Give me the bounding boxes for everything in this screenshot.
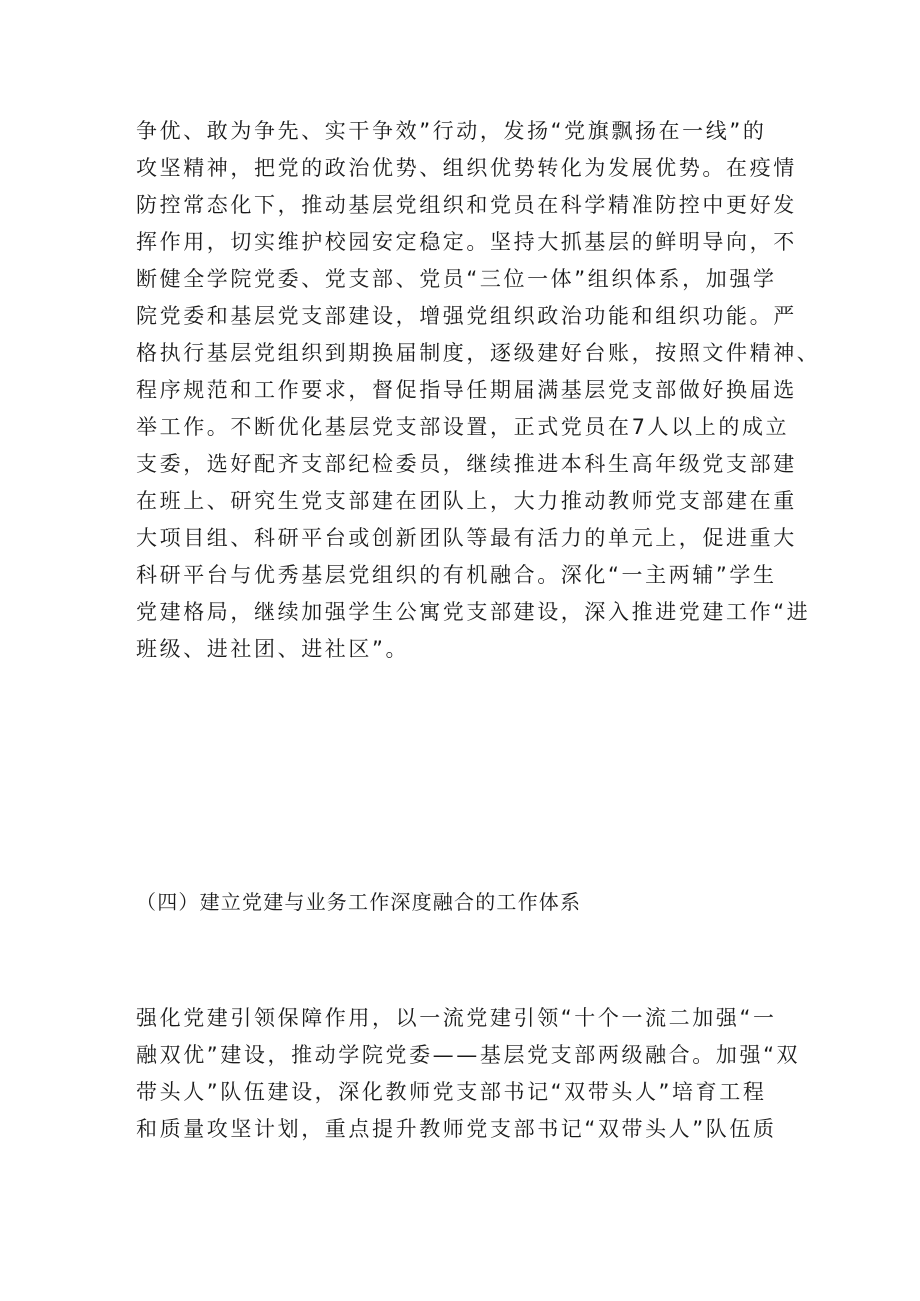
body-paragraph-1: [136, 113, 821, 668]
text-line: 强化党建引领保障作用，以一流党建引领“十个一流二加强“一: [136, 1006, 777, 1030]
text-line: 院党委和基层党支部建设，增强党组织政治功能和组织功能。严: [136, 304, 797, 328]
body-paragraph-2: [136, 1000, 801, 1148]
text-line: 支委，选好配齐支部纪检委员，继续推进本科生高年级党支部建: [136, 452, 797, 476]
text-line: 断健全学院党委、党支部、党员“三位一体”组织体系，加强学: [136, 267, 777, 291]
text-line: 举工作。不断优化基层党支部设置，正式党员在7人以上的成立: [136, 415, 790, 439]
text-line: 和质量攻坚计划，重点提升教师党支部书记“双带头人”队伍质: [136, 1117, 777, 1141]
text-line: 科研平台与优秀基层党组织的有机融合。深化“一主两辅”学生: [136, 563, 777, 587]
text-line: 大项目组、科研平台或创新团队等最有活力的单元上，促进重大: [136, 526, 797, 550]
text-line: 在班上、研究生党支部建在团队上，大力推动教师党支部建在重: [136, 489, 797, 513]
text-line: 挥作用，切实维护校园安定稳定。坚持大抓基层的鲜明导向，不: [136, 230, 797, 254]
text-line: 攻坚精神，把党的政治优势、组织优势转化为发展优势。在疫情: [136, 156, 797, 180]
text-line: 班级、进社团、进社区”。: [136, 637, 410, 661]
text-line: 融双优”建设，推动学院党委——基层党支部两级融合。加强“双: [136, 1043, 801, 1067]
text-line: 程序规范和工作要求，督促指导任期届满基层党支部做好换届选: [136, 378, 797, 402]
text-line: 格执行基层党组织到期换届制度，逐级建好台账，按照文件精神、: [136, 341, 821, 365]
text-line: 带头人”队伍建设，深化教师党支部书记“双带头人”培育工程: [136, 1080, 767, 1104]
text-line: 党建格局，继续加强学生公寓党支部建设，深入推进党建工作“进: [136, 600, 811, 624]
section-heading: （四）建立党建与业务工作深度融合的工作体系: [136, 890, 582, 914]
text-line: 防控常态化下，推动基层党组织和党员在科学精准防控中更好发: [136, 193, 797, 217]
text-line: 争优、敢为争先、实干争效”行动，发扬“党旗飘扬在一线”的: [136, 119, 767, 143]
